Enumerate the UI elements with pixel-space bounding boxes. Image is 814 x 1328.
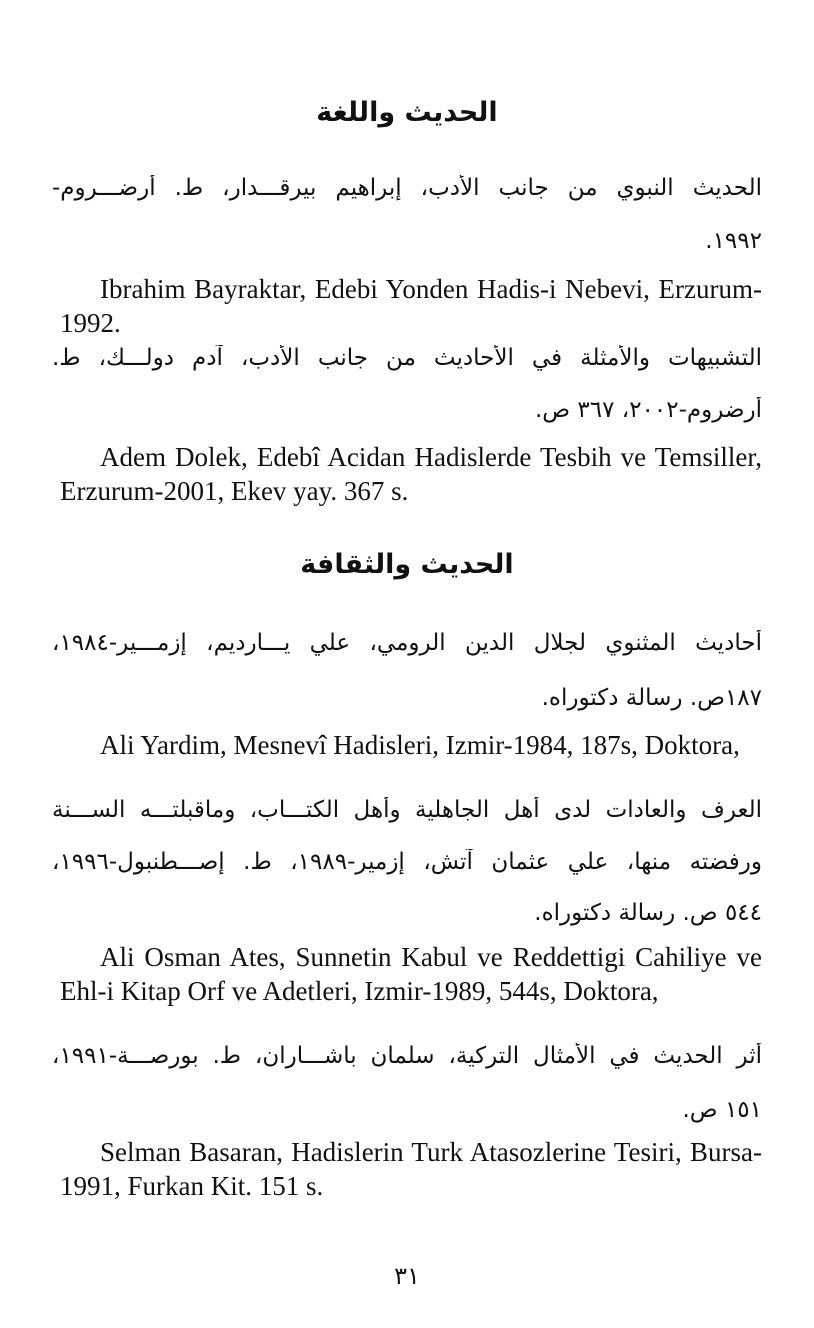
arabic-citation-line [52,1043,762,1069]
arabic-citation-line: ١٩٩٢. [705,228,762,254]
arabic-citation-line [52,345,762,371]
arabic-citation-line [52,630,762,656]
arabic-citation-line [52,797,762,823]
latin-citation: Ali Osman Ates, Sunnetin Kabul ve Reddettigi Cahiliye ve Ehl-i Kitap Orf ve Adetleri, Izmir-1989, 544s, Doktora, [60,942,762,1006]
arabic-citation-line [52,175,762,201]
arabic-title: التشبيهات والأمثلة في الأحاديث من جانب الأدب [248,345,762,371]
arabic-citation-rest: ، علي يـــارديم، إزمـــير-١٩٨٤، [52,630,377,656]
arabic-citation-line [52,849,762,875]
page-number: ٣١ [394,1262,420,1290]
section-heading-hadith-culture: الحديث والثقافة [300,549,514,580]
latin-citation: Adem Dolek, Edebî Acidan Hadislerde Tesbih ve Temsiller, Erzurum-2001, Ekev yay. 367 s. [60,442,762,506]
latin-citation: Selman Basaran, Hadislerin Turk Atasozlerine Tesiri, Bursa-1991, Furkan Kit. 151 s. [60,1137,762,1201]
arabic-title: أثر الحديث في الأمثال التركية [455,1043,762,1069]
arabic-citation-rest: ، إبراهيم بيرقـــدار، ط. أرضـــروم- [52,175,429,201]
section-heading-hadith-language: الحديث واللغة [316,97,498,128]
arabic-citation-line: أرضروم-٢٠٠٢، ٣٦٧ ص. [534,397,762,423]
arabic-citation-line: ٥٤٤ ص. رسالة دكتوراه. [534,900,762,926]
latin-citation: Ibrahim Bayraktar, Edebi Yonden Hadis-i Nebevi, Erzurum-1992. [60,274,762,338]
latin-citation: Ali Yardim, Mesnevî Hadisleri, Izmir-1984, 187s, Doktora, [100,730,740,760]
arabic-citation-line: ١٥١ ص. [682,1097,762,1123]
arabic-citation-rest: ، سلمان باشـــاران، ط. بورصـــة-١٩٩١، [52,1043,456,1069]
arabic-citation-rest: ، آدم دولـــك، ط. [52,345,249,371]
arabic-citation-line: ١٨٧ص. رسالة دكتوراه. [541,685,762,711]
arabic-title: العرف والعادات لدى أهل الجاهلية وأهل الكتـــاب، وماقبلتـــه الســـنة [52,797,762,823]
arabic-title: أحاديث المثنوي لجلال الدين الرومي [376,630,762,656]
arabic-citation-rest: ، علي عثمان آتش، إزمير-١٩٨٩، ط. إصـــطنبول-١٩٩٦، [52,849,635,875]
arabic-title-continued: ورفضته منها [634,849,762,875]
arabic-title: الحديث النبوي من جانب الأدب [428,175,762,201]
